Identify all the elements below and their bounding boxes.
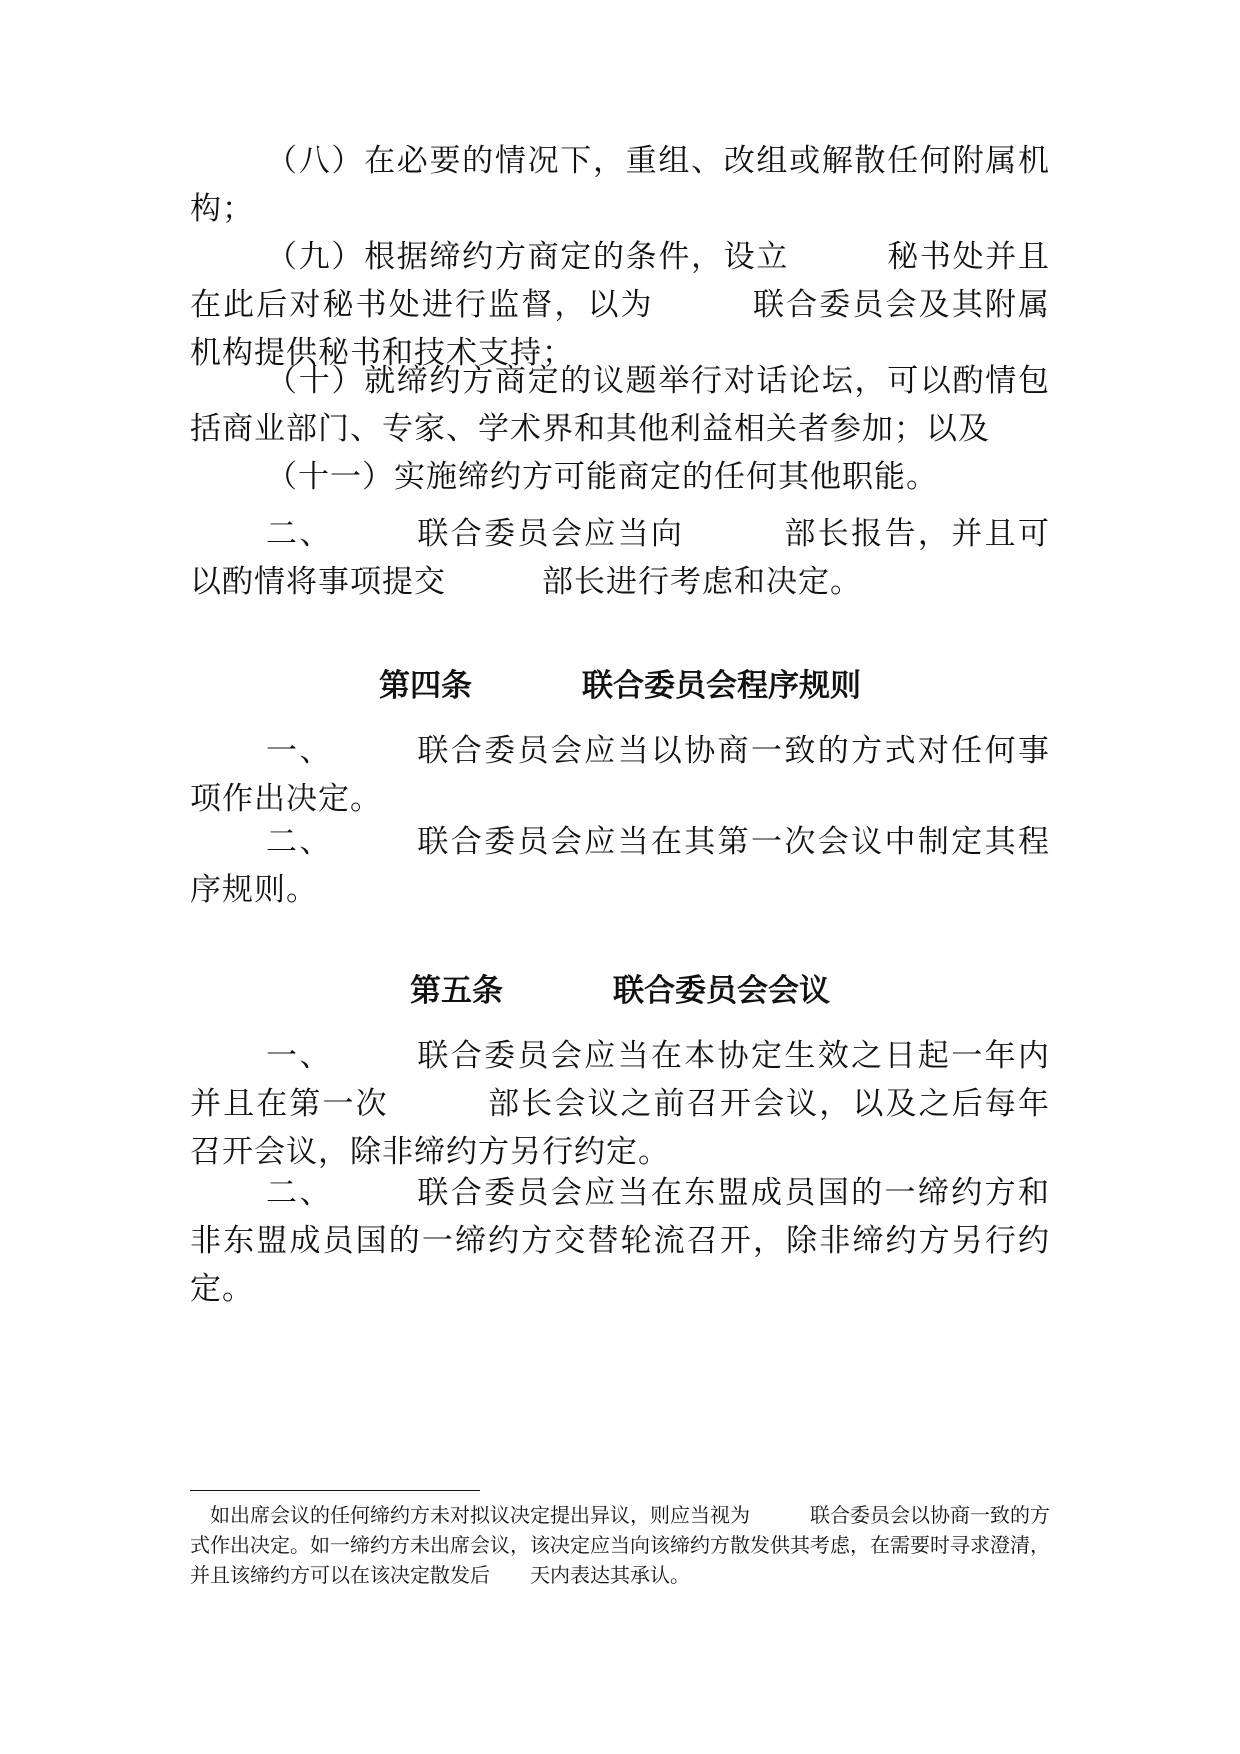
article-5-heading <box>190 967 1050 1015</box>
paragraph-item-9: （九）根据缔约方商定的条件，设立 秘书处并且在此后对秘书处进行监督，以为 联合委员会及其附属机构提供秘书和技术支持； <box>190 239 1050 371</box>
article-5-paragraph-1: 一、 联合委员会应当在本协定生效之日起一年内并且在第一次 部长会议之前召开会议，以及之后每年召开会议，除非缔约方另行约定。 <box>190 1038 1050 1170</box>
paragraph-section-two: 二、 联合委员会应当向 部长报告，并且可以酌情将事项提交 部长进行考虑和决定。 <box>190 516 1050 600</box>
footnote: 如出席会议的任何缔约方未对拟议决定提出异议，则应当视为 联合委员会以协商一致的方式作出决定。如一缔约方未出席会议，该决定应当向该缔约方散发供其考虑，在需要时寻求澄清，并且该缔约方可以在该决定散发后 天内表达其承认。 <box>190 1503 1050 1587</box>
article-4-title: 联合委员会程序规则 <box>582 668 861 704</box>
article-4-heading <box>190 662 1050 710</box>
paragraph-item-11: （十一）实施缔约方可能商定的任何其他职能。 <box>266 459 938 495</box>
article-4-paragraph-2: 二、 联合委员会应当在其第一次会议中制定其程序规则。 <box>190 824 1050 908</box>
article-5-number: 第五条 <box>410 973 503 1009</box>
article-4-number: 第四条 <box>379 668 472 704</box>
paragraph-item-8: （八）在必要的情况下，重组、改组或解散任何附属机构； <box>190 143 1050 227</box>
footnote-divider <box>190 1490 480 1491</box>
article-4-paragraph-1: 一、 联合委员会应当以协商一致的方式对任何事项作出决定。 <box>190 733 1050 817</box>
article-5-paragraph-2: 二、 联合委员会应当在东盟成员国的一缔约方和非东盟成员国的一缔约方交替轮流召开，除非缔约方另行约定。 <box>190 1175 1050 1307</box>
paragraph-item-10: （十）就缔约方商定的议题举行对话论坛，可以酌情包括商业部门、专家、学术界和其他利益相关者参加；以及 <box>190 363 1050 447</box>
article-5-title: 联合委员会会议 <box>613 973 830 1009</box>
